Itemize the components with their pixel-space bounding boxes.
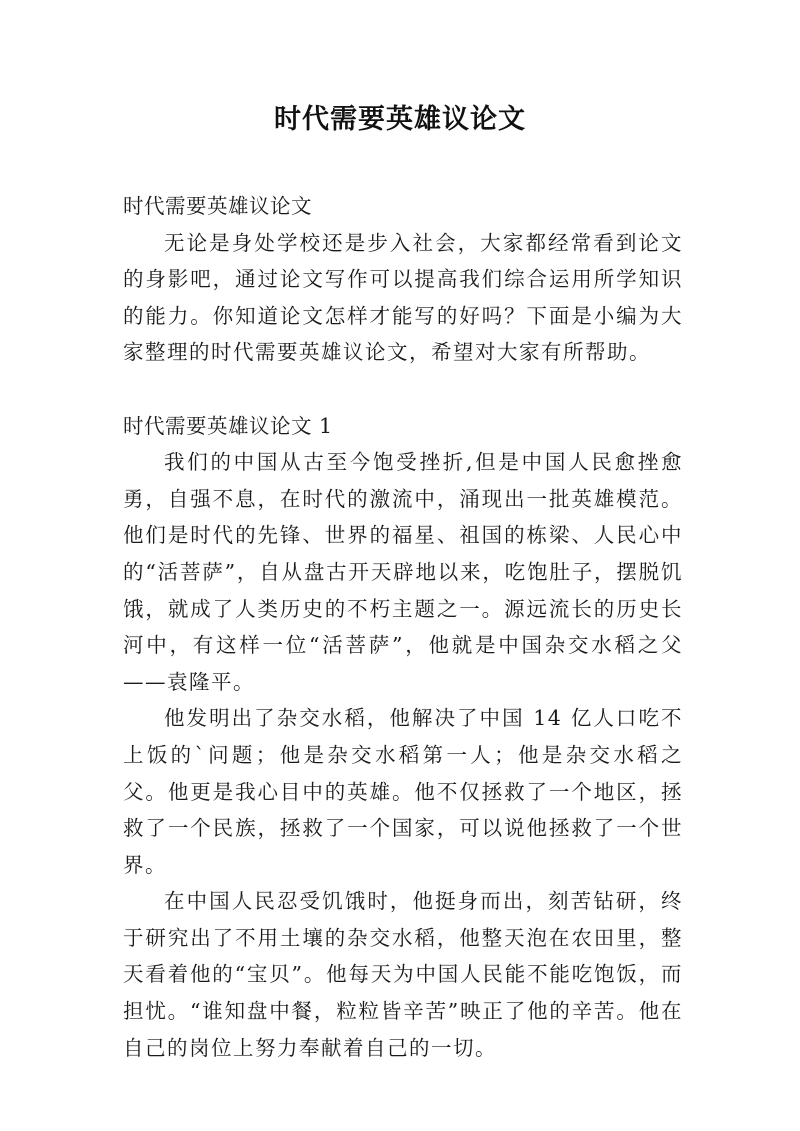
- intro-paragraph: 无论是身处学校还是步入社会，大家都经常看到论文的身影吧，通过论文写作可以提高我们综合运用所学知识的能力。你知道论文怎样才能写的好吗？下面是小编为大家整理的时代需要英雄议论文，希望对大家有所帮助。: [123, 230, 683, 365]
- intro-heading: 时代需要英雄议论文: [123, 194, 312, 218]
- section-spacer: [123, 371, 683, 408]
- body-paragraph-1: 我们的中国从古至今饱受挫折,但是中国人民愈挫愈勇，自强不息，在时代的激流中，涌现出一批英雄模范。他们是时代的先锋、世界的福星、祖国的栋梁、人民心中的“活菩萨”，自从盘古开天辟地以来，吃饱肚子，摆脱饥饿，就成了人类历史的不朽主题之一。源远流长的历史长河中，有这样一位“活菩萨”，他就是中国杂交水稻之父——袁隆平。: [123, 450, 683, 694]
- section-heading: 时代需要英雄议论文 1: [123, 413, 333, 438]
- body-paragraph-3: 在中国人民忍受饥饿时，他挺身而出，刻苦钻研，终于研究出了不用土壤的杂交水稻，他整天泡在农田里，整天看着他的“宝贝”。他每天为中国人民能不能吃饱饭，而担忧。“谁知盘中餐，粒粒皆辛苦”映正了他的辛苦。他在自己的岗位上努力奉献着自己的一切。: [123, 889, 683, 1060]
- document-body: [123, 188, 683, 1066]
- body-paragraph-2: 他发明出了杂交水稻，他解决了中国 14 亿人口吃不上饭的`问题；他是杂交水稻第一人；他是杂交水稻之父。他更是我心目中的英雄。他不仅拯救了一个地区，拯救了一个民族，拯救了一个国家，可以说他拯救了一个世界。: [123, 706, 683, 877]
- document-title: 时代需要英雄议论文: [274, 104, 526, 135]
